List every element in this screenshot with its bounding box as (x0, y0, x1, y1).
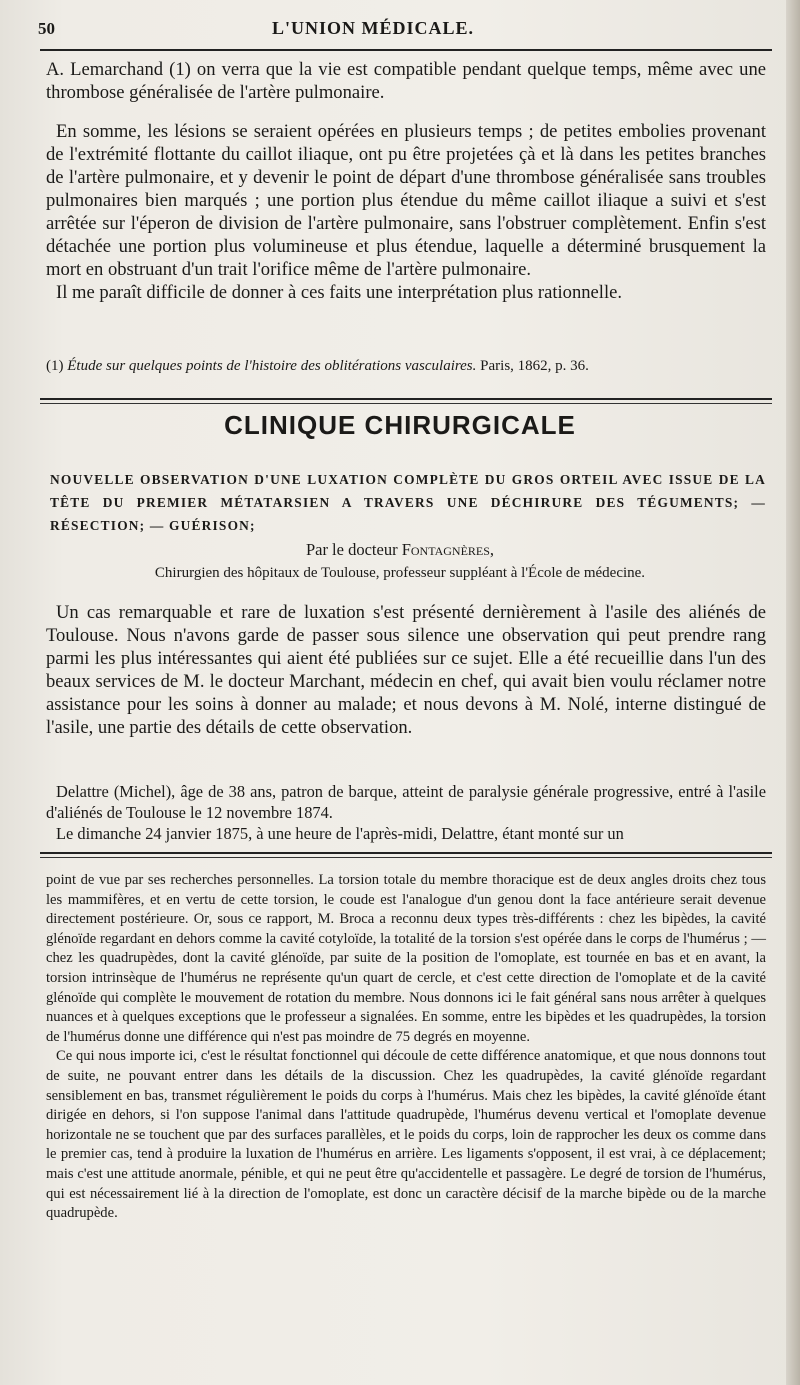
header-rule (40, 49, 772, 51)
intro-paragraph-2: En somme, les lésions se seraient opérées en plusieurs temps ; de petites embolies provenant de l'extrémité flottante du caillot iliaque, ont pu être projetées çà et là dans les petites branches de l'artère pulmonaire, et y devenir le point de départ d'une thrombose généralisée sans troubles pulmonaires bien marqués ; une portion plus étendue du même caillot iliaque a suivi et s'est arrêtée sur l'éperon de division de l'artère pulmonaire, sans l'obstruer complètement. Enfin s'est détachée une portion plus volumineuse et plus étendue, laquelle a déterminé brusquement la mort en obstruant d'un trait l'orifice même de l'artère pulmonaire. (46, 121, 766, 280)
intro-paragraph-3: Il me paraît difficile de donner à ces faits une interprétation plus rationnelle. (56, 282, 623, 303)
footnote-title: Étude sur quelques points de l'histoire des oblitérations vasculaires. (67, 358, 477, 374)
separator-rule-thin (40, 857, 772, 858)
footnote-marker: (1) (46, 358, 64, 374)
case-paragraph-2: Le dimanche 24 janvier 1875, à une heure de l'après-midi, Delattre, étant monté sur un (56, 824, 624, 843)
article-headline: NOUVELLE OBSERVATION D'UNE LUXATION COMPLÈTE DU GROS ORTEIL AVEC ISSUE DE LA TÊTE DU PREMIER MÉTATARSIEN A TRAVERS UNE DÉCHIRURE DES TÉGUMENTS; — RÉSECTION; — GUÉRISON; (50, 472, 766, 533)
page-number: 50 (38, 19, 55, 38)
footnote-source: Paris, 1862, p. 36. (480, 358, 589, 374)
intro-paragraph-1: A. Lemarchand (1) on verra que la vie est compatible pendant quelque temps, même avec une thrombose généralisée de l'artère pulmonaire. (46, 59, 766, 103)
footnote (46, 358, 766, 375)
journal-title: L'UNION MÉDICALE. (271, 18, 474, 38)
page-edge-shadow (786, 0, 800, 1385)
separator-rule (40, 852, 772, 854)
section-title: CLINIQUE CHIRURGICALE (224, 410, 576, 440)
intro-text (46, 58, 766, 304)
lower-paragraph-2: Ce qui nous importe ici, c'est le résultat fonctionnel qui découle de cette différence anatomique, et que nous donnons tout de suite, ne pouvant entrer dans les détails de la discussion. Chez les quadrupèdes, la cavité glénoïde regardant sensiblement en bas, transmet régulièrement le poids du corps à l'humérus. Mais chez les bipèdes, la cavité glénoïde étant dirigée en dehors, si l'on suppose l'animal dans l'attitude quadrupède, l'humérus devenu vertical et l'omoplate devenue horizontale ne se touchent que par des surfaces parallèles, et le poids du corps, loin de rapprocher les deux os comme dans le premier cas, tend à produire la luxation de l'humérus en arrière. Les ligaments s'opposent, il est vrai, à ce déplacement; mais c'est une attitude anormale, pénible, et qui ne peut être qu'accidentelle et passagère. Le degré de torsion de l'humérus, qui est nécessairement lié à la direction de l'omoplate, est donc un caractère décisif de la marche bipède ou de la marche quadrupède. (46, 1048, 766, 1222)
author-affiliation: Chirurgien des hôpitaux de Toulouse, professeur suppléant à l'École de médecine. (154, 565, 646, 581)
article-paragraph-1: Un cas remarquable et rare de luxation s'est présenté dernièrement à l'asile des aliénés de Toulouse. Nous n'avons garde de passer sous silence une observation qui peut prendre rang parmi les plus intéressantes qui aient été publiées sur ce sujet. Elle a été recueillie dans l'un des beaux services de M. le docteur Marchant, médecin en chef, qui avait bien voulu réclamer notre assistance pour les soins à donner au malade; et nous devons à M. Nolé, interne distingué de l'asile, une partie des détails de cette observation. (46, 602, 766, 738)
author-prefix: Par le docteur (305, 540, 398, 559)
author-name: Fontagnères, (401, 540, 495, 559)
article-author (0, 540, 800, 560)
section-rule-top-thin (40, 403, 772, 404)
case-paragraph-1: Delattre (Michel), âge de 38 ans, patron de barque, atteint de paralysie générale progressive, entré à l'asile d'aliénés de Toulouse le 12 novembre 1874. (46, 782, 766, 822)
running-header (38, 18, 764, 44)
article-text (46, 601, 766, 739)
lower-paragraph-1: point de vue par ses recherches personnelles. La torsion totale du membre thoracique est de deux angles droits chez tous les mammifères, et en vertu de cette torsion, le coude est l'analogue d'un genou dont la face antérieure serait devenue directement postérieure. Or, sous ce rapport, M. Broca a reconnu deux types très-différents : chez les bipèdes, la cavité glénoïde regardant en dehors comme la cavité cotyloïde, la totalité de la torsion s'est opérée dans le corps de l'humérus ; — chez les quadrupèdes, dont la cavité glénoïde, par suite de la position de l'omoplate, est tournée en bas et en avant, la torsion intrinsèque de l'humérus ne représente qu'un quart de cercle, et c'est cette direction de l'omoplate et de la cavité glénoïde qui complète le mouvement de rotation du membre. Nous donnons ici le fait général sans nous arrêter à quelques nuances et à quelques exceptions que le professeur a signalées. En somme, entre les bipèdes et les quadrupèdes, la torsion de l'humérus donne une différence qui n'est pas moindre de 75 degrés en moyenne. (46, 872, 766, 1045)
lower-text (46, 871, 766, 1224)
case-text (46, 781, 766, 844)
section-rule-top (40, 398, 772, 400)
